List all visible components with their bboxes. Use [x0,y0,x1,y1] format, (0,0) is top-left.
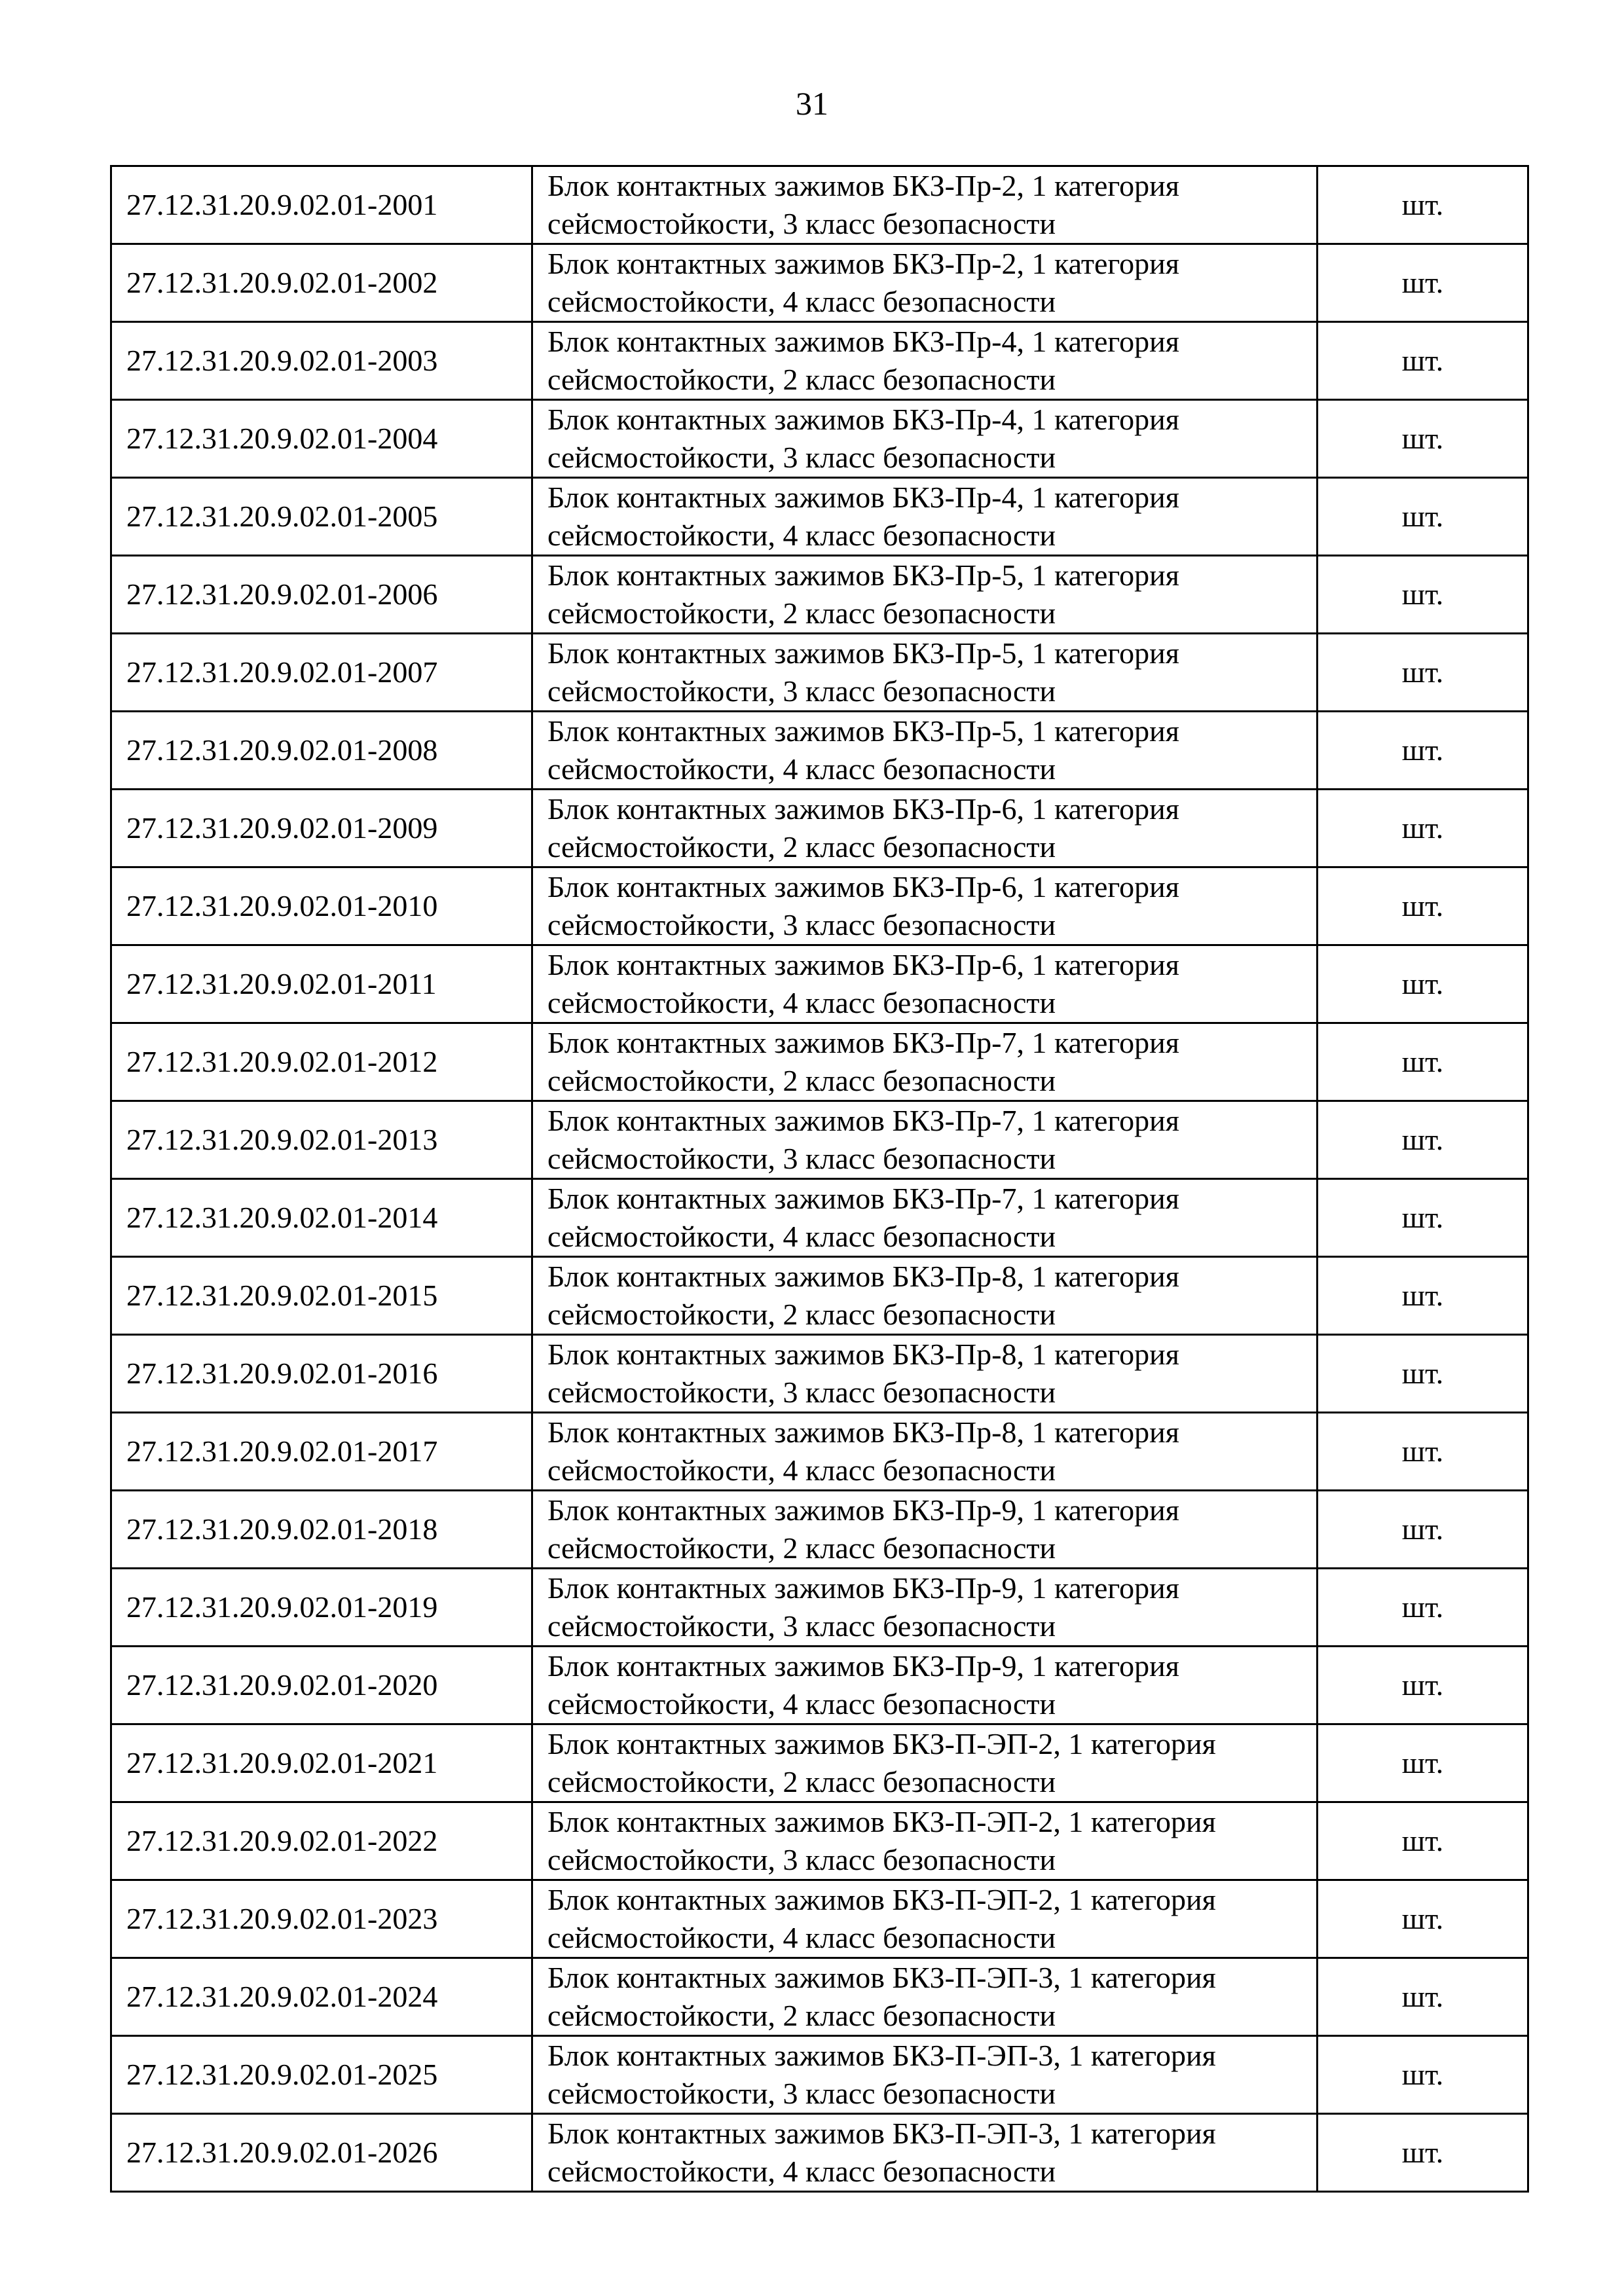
unit-cell: шт. [1318,400,1528,478]
item-name-cell [532,1724,1318,1802]
item-name-line-1: Блок контактных зажимов БКЗ-Пр-7, 1 категория [547,1182,1179,1215]
item-name-line-2: сейсмостойкости, 2 класс безопасности [547,1298,1056,1331]
item-name-line-1: Блок контактных зажимов БКЗ-Пр-2, 1 категория [547,169,1179,202]
item-code-cell: 27.12.31.20.9.02.01-2022 [111,1802,532,1880]
item-name-line-1: Блок контактных зажимов БКЗ-П-ЭП-2, 1 категория [547,1883,1216,1916]
item-name-line-2: сейсмостойкости, 3 класс безопасности [547,1843,1056,1876]
unit-cell: шт. [1318,945,1528,1023]
item-code-cell: 27.12.31.20.9.02.01-2018 [111,1491,532,1569]
item-name-cell [532,1491,1318,1569]
item-name-line-1: Блок контактных зажимов БКЗ-Пр-4, 1 категория [547,481,1179,514]
unit-cell: шт. [1318,322,1528,400]
table-row [111,556,1528,634]
item-name-cell [532,1335,1318,1413]
item-name-line-1: Блок контактных зажимов БКЗ-П-ЭП-3, 1 категория [547,2039,1216,2072]
unit-cell: шт. [1318,1101,1528,1179]
table-row [111,1257,1528,1335]
table-row [111,712,1528,790]
item-name-line-2: сейсмостойкости, 4 класс безопасности [547,519,1056,552]
item-name-cell [532,2114,1318,2192]
item-name-line-1: Блок контактных зажимов БКЗ-Пр-4, 1 категория [547,403,1179,436]
item-code-cell: 27.12.31.20.9.02.01-2009 [111,790,532,867]
table-row [111,1023,1528,1101]
unit-cell: шт. [1318,556,1528,634]
unit-cell: шт. [1318,478,1528,556]
item-code-cell: 27.12.31.20.9.02.01-2017 [111,1413,532,1491]
item-code-cell: 27.12.31.20.9.02.01-2023 [111,1880,532,1958]
item-name-line-1: Блок контактных зажимов БКЗ-П-ЭП-2, 1 категория [547,1805,1216,1838]
table-row [111,1413,1528,1491]
item-name-line-2: сейсмостойкости, 3 класс безопасности [547,2077,1056,2110]
item-code-cell: 27.12.31.20.9.02.01-2012 [111,1023,532,1101]
table-row [111,1491,1528,1569]
item-code-cell: 27.12.31.20.9.02.01-2006 [111,556,532,634]
item-name-line-2: сейсмостойкости, 2 класс безопасности [547,830,1056,864]
table-row [111,1101,1528,1179]
item-name-line-2: сейсмостойкости, 3 класс безопасности [547,441,1056,474]
table-row [111,166,1528,244]
item-name-line-2: сейсмостойкости, 3 класс безопасности [547,908,1056,941]
item-name-line-1: Блок контактных зажимов БКЗ-Пр-5, 1 категория [547,714,1179,748]
item-name-cell [532,244,1318,322]
item-name-line-1: Блок контактных зажимов БКЗ-Пр-8, 1 категория [547,1415,1179,1449]
item-name-cell [532,322,1318,400]
unit-cell: шт. [1318,1413,1528,1491]
unit-cell: шт. [1318,1491,1528,1569]
item-name-cell [532,556,1318,634]
price-code-table [110,165,1529,2193]
table-row [111,1802,1528,1880]
item-code-cell: 27.12.31.20.9.02.01-2025 [111,2036,532,2114]
unit-cell: шт. [1318,790,1528,867]
item-name-cell [532,1179,1318,1257]
item-name-cell [532,1023,1318,1101]
item-name-line-1: Блок контактных зажимов БКЗ-Пр-9, 1 категория [547,1493,1179,1527]
table-row [111,2114,1528,2192]
table-row [111,1335,1528,1413]
item-name-line-1: Блок контактных зажимов БКЗ-Пр-6, 1 категория [547,948,1179,981]
item-code-cell: 27.12.31.20.9.02.01-2014 [111,1179,532,1257]
item-name-line-1: Блок контактных зажимов БКЗ-Пр-6, 1 категория [547,870,1179,903]
item-code-cell: 27.12.31.20.9.02.01-2003 [111,322,532,400]
item-name-line-1: Блок контактных зажимов БКЗ-П-ЭП-3, 1 категория [547,1961,1216,1994]
item-name-line-2: сейсмостойкости, 4 класс безопасности [547,2155,1056,2188]
table-row [111,634,1528,712]
unit-cell: шт. [1318,1802,1528,1880]
item-code-cell: 27.12.31.20.9.02.01-2007 [111,634,532,712]
item-name-line-1: Блок контактных зажимов БКЗ-Пр-6, 1 категория [547,792,1179,826]
unit-cell: шт. [1318,1569,1528,1647]
item-name-line-2: сейсмостойкости, 4 класс безопасности [547,986,1056,1019]
item-code-cell: 27.12.31.20.9.02.01-2008 [111,712,532,790]
item-name-line-1: Блок контактных зажимов БКЗ-Пр-8, 1 категория [547,1260,1179,1293]
item-name-line-2: сейсмостойкости, 4 класс безопасности [547,1220,1056,1253]
item-name-cell [532,1802,1318,1880]
item-name-cell [532,1101,1318,1179]
unit-cell: шт. [1318,712,1528,790]
table-row [111,1880,1528,1958]
table-row [111,1569,1528,1647]
item-code-cell: 27.12.31.20.9.02.01-2021 [111,1724,532,1802]
table-row [111,244,1528,322]
item-code-cell: 27.12.31.20.9.02.01-2026 [111,2114,532,2192]
table-row [111,400,1528,478]
unit-cell: шт. [1318,1023,1528,1101]
item-name-cell [532,1569,1318,1647]
unit-cell: шт. [1318,2036,1528,2114]
table-row [111,1647,1528,1724]
unit-cell: шт. [1318,2114,1528,2192]
item-name-line-2: сейсмостойкости, 3 класс безопасности [547,1142,1056,1175]
unit-cell: шт. [1318,244,1528,322]
table-row [111,322,1528,400]
item-name-cell [532,1257,1318,1335]
unit-cell: шт. [1318,1958,1528,2036]
item-name-line-2: сейсмостойкости, 2 класс безопасности [547,596,1056,630]
item-name-line-2: сейсмостойкости, 3 класс безопасности [547,207,1056,240]
item-name-line-1: Блок контактных зажимов БКЗ-Пр-9, 1 категория [547,1649,1179,1683]
item-name-line-1: Блок контактных зажимов БКЗ-Пр-7, 1 категория [547,1104,1179,1137]
item-name-cell [532,945,1318,1023]
item-name-line-2: сейсмостойкости, 2 класс безопасности [547,1765,1056,1798]
table-row [111,790,1528,867]
item-name-line-2: сейсмостойкости, 2 класс безопасности [547,1999,1056,2032]
item-name-line-1: Блок контактных зажимов БКЗ-Пр-5, 1 категория [547,636,1179,670]
item-name-line-2: сейсмостойкости, 2 класс безопасности [547,1531,1056,1565]
item-code-cell: 27.12.31.20.9.02.01-2011 [111,945,532,1023]
item-code-cell: 27.12.31.20.9.02.01-2002 [111,244,532,322]
unit-cell: шт. [1318,1257,1528,1335]
item-name-line-2: сейсмостойкости, 4 класс безопасности [547,752,1056,786]
item-name-line-1: Блок контактных зажимов БКЗ-Пр-7, 1 категория [547,1026,1179,1059]
unit-cell: шт. [1318,1880,1528,1958]
item-code-cell: 27.12.31.20.9.02.01-2016 [111,1335,532,1413]
item-name-line-1: Блок контактных зажимов БКЗ-П-ЭП-2, 1 категория [547,1727,1216,1760]
unit-cell: шт. [1318,1724,1528,1802]
item-name-cell [532,712,1318,790]
item-name-line-1: Блок контактных зажимов БКЗ-Пр-8, 1 категория [547,1338,1179,1371]
item-name-line-2: сейсмостойкости, 4 класс безопасности [547,1687,1056,1721]
item-code-cell: 27.12.31.20.9.02.01-2004 [111,400,532,478]
table-row [111,478,1528,556]
item-name-cell [532,1647,1318,1724]
item-code-cell: 27.12.31.20.9.02.01-2001 [111,166,532,244]
table-body [111,166,1528,2192]
item-name-line-2: сейсмостойкости, 3 класс безопасности [547,1376,1056,1409]
item-name-cell [532,1880,1318,1958]
item-name-line-1: Блок контактных зажимов БКЗ-Пр-4, 1 категория [547,325,1179,358]
item-name-cell [532,867,1318,945]
item-name-line-1: Блок контактных зажимов БКЗ-Пр-2, 1 категория [547,247,1179,280]
unit-cell: шт. [1318,166,1528,244]
item-code-cell: 27.12.31.20.9.02.01-2010 [111,867,532,945]
item-name-cell [532,478,1318,556]
item-code-cell: 27.12.31.20.9.02.01-2020 [111,1647,532,1724]
item-name-line-2: сейсмостойкости, 2 класс безопасности [547,1064,1056,1097]
item-name-line-2: сейсмостойкости, 4 класс безопасности [547,285,1056,318]
item-name-cell [532,790,1318,867]
table-row [111,1179,1528,1257]
page-number: 31 [796,85,828,122]
item-code-cell: 27.12.31.20.9.02.01-2005 [111,478,532,556]
item-name-line-2: сейсмостойкости, 3 класс безопасности [547,674,1056,708]
item-name-cell [532,634,1318,712]
unit-cell: шт. [1318,634,1528,712]
item-name-line-2: сейсмостойкости, 2 класс безопасности [547,363,1056,396]
table-row [111,2036,1528,2114]
item-code-cell: 27.12.31.20.9.02.01-2013 [111,1101,532,1179]
item-name-cell [532,166,1318,244]
unit-cell: шт. [1318,1647,1528,1724]
table-row [111,867,1528,945]
item-name-cell [532,2036,1318,2114]
table-row [111,1724,1528,1802]
table-row [111,1958,1528,2036]
unit-cell: шт. [1318,867,1528,945]
item-name-cell [532,1413,1318,1491]
table-row [111,945,1528,1023]
item-code-cell: 27.12.31.20.9.02.01-2015 [111,1257,532,1335]
item-name-cell [532,1958,1318,2036]
unit-cell: шт. [1318,1335,1528,1413]
unit-cell: шт. [1318,1179,1528,1257]
item-name-line-2: сейсмостойкости, 4 класс безопасности [547,1453,1056,1487]
item-name-line-1: Блок контактных зажимов БКЗ-Пр-5, 1 категория [547,558,1179,592]
item-code-cell: 27.12.31.20.9.02.01-2019 [111,1569,532,1647]
item-code-cell: 27.12.31.20.9.02.01-2024 [111,1958,532,2036]
item-name-line-1: Блок контактных зажимов БКЗ-П-ЭП-3, 1 категория [547,2117,1216,2150]
item-name-line-1: Блок контактных зажимов БКЗ-Пр-9, 1 категория [547,1571,1179,1605]
item-name-line-2: сейсмостойкости, 3 класс безопасности [547,1609,1056,1643]
item-name-cell [532,400,1318,478]
item-name-line-2: сейсмостойкости, 4 класс безопасности [547,1921,1056,1954]
